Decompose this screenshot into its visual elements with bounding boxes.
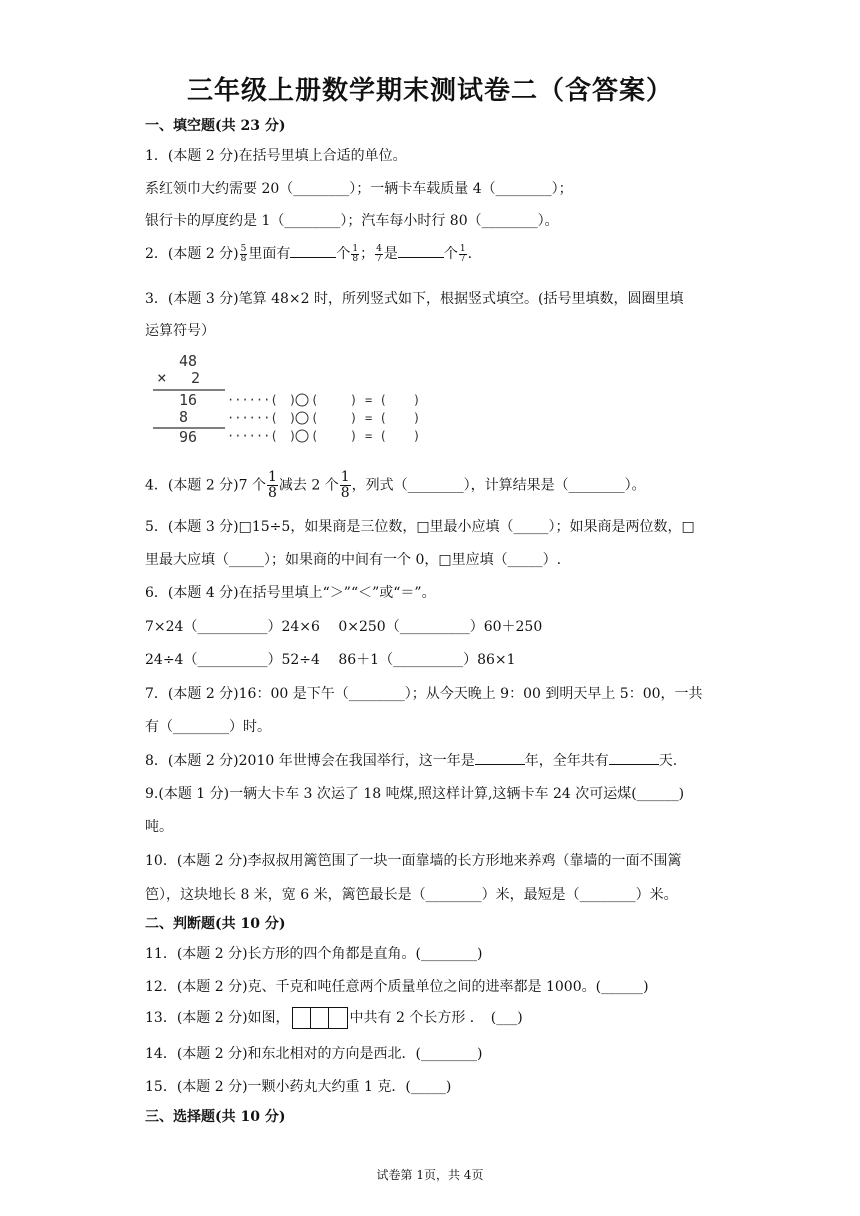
vertical-row-8: 8: [179, 408, 189, 426]
question-4: [145, 470, 646, 501]
question-2-prefix: 2．(本题 2 分): [145, 246, 239, 262]
svg-text:): ): [413, 411, 421, 425]
question-7-line-2: 有（________）时。: [145, 719, 271, 735]
section-fill-blank-heading: 一、填空题(共 23 分): [145, 118, 286, 134]
vertical-row-16: 16: [179, 391, 198, 409]
question-8-suffix: 天.: [658, 753, 678, 769]
fraction-one-eighth-a: $\frac{1}{8}$: [268, 469, 277, 501]
vertical-answer-row-3: [227, 429, 420, 443]
question-2-text-5: 个: [443, 246, 458, 262]
vertical-multiplication-figure: [145, 350, 435, 445]
vertical-row-96: 96: [179, 428, 198, 445]
question-15: 15．(本题 2 分)一颗小药丸大约重 1 克．(_____): [145, 1079, 452, 1095]
section-true-false-heading: 二、判断题(共 10 分): [145, 916, 286, 932]
question-7-line-1: 7．(本题 2 分)16：00 是下午（________）；从今天晚上 9：00 到明天早上 5：00，一共: [145, 686, 703, 702]
question-2: [145, 243, 472, 264]
question-3-line-2: 运算符号）: [145, 323, 215, 339]
question-14: 14．(本题 2 分)和东北相对的方向是西北．(________): [145, 1046, 483, 1062]
question-6-heading: 6．(本题 4 分)在括号里填上“＞”“＜”或“＝”。: [145, 585, 436, 601]
question-5-line-2: 里最大应填（_____）；如果商的中间有一个 0，□里应填（_____）.: [145, 552, 562, 568]
question-1-heading: 1．(本题 2 分)在括号里填上合适的单位。: [145, 148, 407, 164]
svg-text:(: (: [311, 429, 319, 443]
question-12: 12．(本题 2 分)克、千克和吨任意两个质量单位之间的进率都是 1000。(______): [145, 979, 649, 995]
question-10-line-1: 10．(本题 2 分)李叔叔用篱笆围了一块一面靠墙的长方形地来养鸡（靠墙的一面不围篱: [145, 853, 682, 869]
rectangle-figure: [292, 1007, 348, 1029]
svg-text:): ): [350, 393, 358, 407]
question-8-blank-year[interactable]: [475, 750, 525, 765]
vertical-row-2: 2: [191, 369, 201, 387]
question-10-line-2: 笆），这块地长 8 米，宽 6 米，篱笆最长是（________）米，最短是（________）米。: [145, 887, 678, 903]
operator-circle-2[interactable]: [296, 412, 308, 424]
question-8-mid: 年，全年共有: [524, 753, 609, 769]
section-multiple-choice-heading: 三、选择题(共 10 分): [145, 1109, 286, 1125]
question-1-line-1: 系红领巾大约需要 20（________）；一辆卡车载质量 4（________）；: [145, 181, 573, 197]
question-5-line-1: 5．(本题 3 分)□15÷5，如果商是三位数，□里最小应填（_____）；如果商是两位数，□: [145, 519, 695, 535]
svg-text:): ): [350, 429, 358, 443]
fraction-five-eighths: $\frac{5}{8}$: [240, 243, 247, 264]
svg-text:······(: ······(: [227, 411, 278, 425]
question-2-text-6: .: [467, 246, 473, 262]
question-13-suffix: 中共有 2 个长方形 ． (___): [349, 1010, 523, 1026]
svg-text:= (: = (: [365, 429, 387, 443]
question-4-suffix: ，列式（________），计算结果是（________）。: [351, 477, 646, 494]
svg-text:): ): [289, 429, 297, 443]
svg-text:(: (: [311, 393, 319, 407]
question-8-prefix: 8．(本题 2 分)2010 年世博会在我国举行，这一年是: [145, 753, 475, 769]
operator-circle-1[interactable]: [296, 394, 308, 406]
question-9-line-2: 吨。: [145, 819, 173, 835]
question-6-line-2: 24÷4（__________）52÷4 86＋1（__________）86×1: [145, 652, 516, 668]
question-4-mid: 减去 2 个: [278, 477, 339, 494]
question-13: [145, 1007, 523, 1029]
fraction-four-sevenths: $\frac{4}{7}$: [376, 243, 382, 264]
vertical-row-48: 48: [179, 352, 198, 370]
svg-text:(: (: [311, 411, 319, 425]
page-footer: 试卷第 1页，共 4页: [376, 1168, 484, 1182]
question-2-text-1: 里面有: [248, 246, 291, 262]
question-2-text-2: 个: [336, 246, 351, 262]
question-4-prefix: 4．(本题 2 分)7 个: [145, 477, 266, 494]
fraction-one-eighth-b: $\frac{1}{8}$: [340, 469, 350, 501]
svg-text:= (: = (: [365, 393, 387, 407]
svg-text:): ): [289, 411, 297, 425]
vertical-answer-row-2: [227, 411, 420, 425]
vertical-times-sign: ×: [157, 368, 167, 387]
fraction-one-seventh: $\frac{1}{7}$: [459, 243, 466, 264]
question-8: [145, 750, 677, 770]
question-6-line-1: 7×24（__________）24×6 0×250（__________）60＋250: [145, 619, 543, 635]
svg-text:): ): [289, 393, 297, 407]
question-3-line-1: 3．(本题 3 分)笔算 48×2 时，所列竖式如下，根据竖式填空。(括号里填数，圆圈里填: [145, 291, 684, 307]
vertical-answer-row-1: [227, 393, 420, 407]
question-13-prefix: 13．(本题 2 分)如图，: [145, 1010, 290, 1026]
question-2-text-4: 是: [383, 246, 398, 262]
svg-text:): ): [413, 393, 421, 407]
svg-text:······(: ······(: [227, 429, 278, 443]
question-2-text-3: ；: [360, 246, 375, 262]
question-9-line-1: 9.(本题 1 分)一辆大卡车 3 次运了 18 吨煤,照这样计算,这辆卡车 24 次可运煤(______): [145, 786, 685, 802]
question-2-blank-1[interactable]: [290, 243, 336, 258]
fraction-one-eighth: $\frac{1}{8}$: [352, 243, 359, 264]
operator-circle-3[interactable]: [296, 430, 308, 442]
question-1-line-2: 银行卡的厚度约是 1（________）；汽车每小时行 80（________）。: [145, 213, 559, 229]
page-title: 三年级上册数学期末测试卷二（含答案）: [186, 76, 673, 106]
question-2-blank-2[interactable]: [398, 243, 444, 258]
question-8-blank-days[interactable]: [609, 750, 659, 765]
svg-text:······(: ······(: [227, 393, 278, 407]
svg-text:): ): [350, 411, 358, 425]
svg-text:): ): [413, 429, 421, 443]
question-11: 11．(本题 2 分)长方形的四个角都是直角。(________): [145, 946, 483, 962]
svg-text:= (: = (: [365, 411, 387, 425]
